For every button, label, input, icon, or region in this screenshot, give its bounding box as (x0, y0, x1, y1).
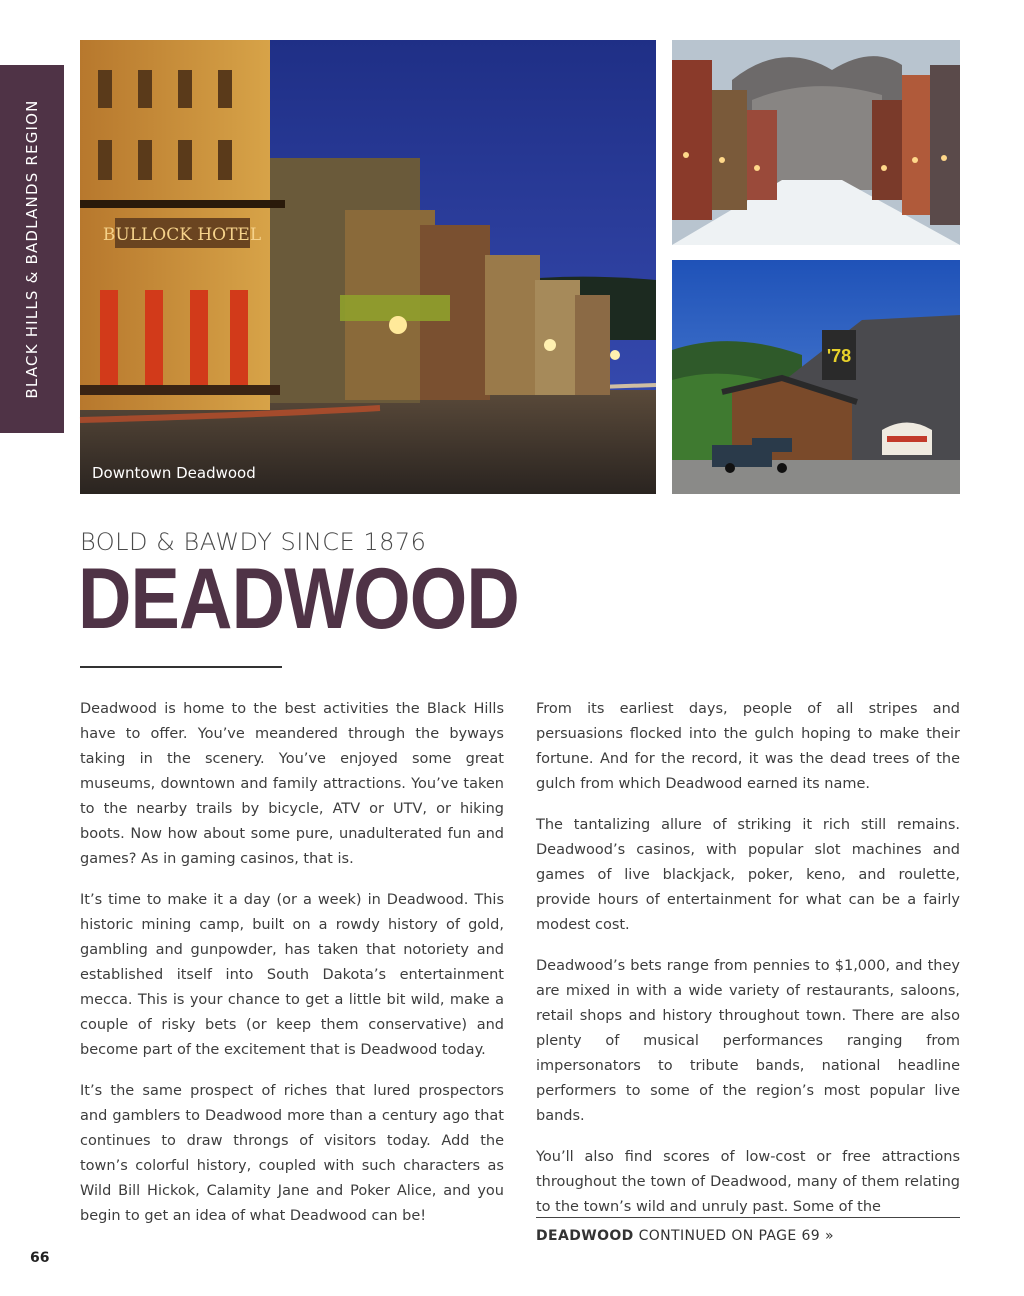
body-paragraph: You’ll also find scores of low-cost or free attractions throughout the town of Deadwood, many of them relating to the town’s wild and unruly past. Some of the (536, 1149, 960, 1215)
body-paragraph: It’s time to make it a day (or a week) in Deadwood. This historic mining camp, built on a rowdy history of gold, gambling and gunpowder, has taken that notoriety and established itself into South Dakota’s entertainment mecca. This is your chance to get a little bit wild, make a couple of risky bets (or keep them conservative) and become part of the excitement that is Deadwood today. (80, 892, 504, 1058)
body-paragraph: Deadwood’s bets range from pennies to $1,000, and they are mixed in with a wide variety of restaurants, saloons, retail shops and history throughout town. There are also plenty of musical performances ranging from impersonators to tribute bands, national headline performers to some of the region’s most popular live bands. (536, 958, 960, 1124)
title-divider (80, 666, 282, 668)
continued-text: CONTINUED ON PAGE 69 » (633, 1228, 834, 1244)
article-kicker: BOLD & BAWDY SINCE 1876 (80, 528, 427, 556)
continued-note (536, 1228, 834, 1244)
continued-divider (536, 1217, 960, 1218)
region-label: BLACK HILLS & BADLANDS REGION (23, 99, 41, 399)
body-paragraph: The tantalizing allure of striking it rich still remains. Deadwood’s casinos, with popular slot machines and games of live blackjack, poker, keno, and roulette, provide hours of entertainment for what can be a fairly modest cost. (536, 817, 960, 933)
downtown-deadwood-photo (80, 40, 656, 494)
page-number: 66 (30, 1250, 50, 1266)
snowy-main-street-photo (672, 40, 960, 245)
body-paragraph: From its earliest days, people of all stripes and persuasions flocked into the gulch hoping to make their fortune. And for the record, it was the dead trees of the gulch from which Deadwood earned its name. (536, 701, 960, 792)
right-column (536, 697, 960, 1215)
museum-building-photo (672, 260, 960, 494)
body-paragraph: Deadwood is home to the best activities the Black Hills have to offer. You’ve meandered through the byways taking in the scenery. You’ve enjoyed some great museums, downtown and family attractions. You’ve taken to the nearby trails by bicycle, ATV or UTV, or hiking boots. Now how about some pure, unadulterated fun and games? As in gaming casinos, that is. (80, 701, 504, 867)
hotel-sign: BULLOCK HOTEL (102, 225, 262, 245)
article-title: DEADWOOD (78, 551, 519, 647)
museum-sign: '78 (826, 346, 852, 366)
region-side-tab (0, 65, 64, 433)
continued-bold: DEADWOOD (536, 1228, 634, 1244)
left-column (80, 697, 504, 1245)
photo-caption: Downtown Deadwood (92, 464, 256, 482)
body-paragraph: It’s the same prospect of riches that lured prospectors and gamblers to Deadwood more than a century ago that continues to draw throngs of visitors today. Add the town’s colorful history, coupled with such characters as Wild Bill Hickok, Calamity Jane and Poker Alice, and you begin to get an idea of what Deadwood can be! (80, 1083, 504, 1224)
